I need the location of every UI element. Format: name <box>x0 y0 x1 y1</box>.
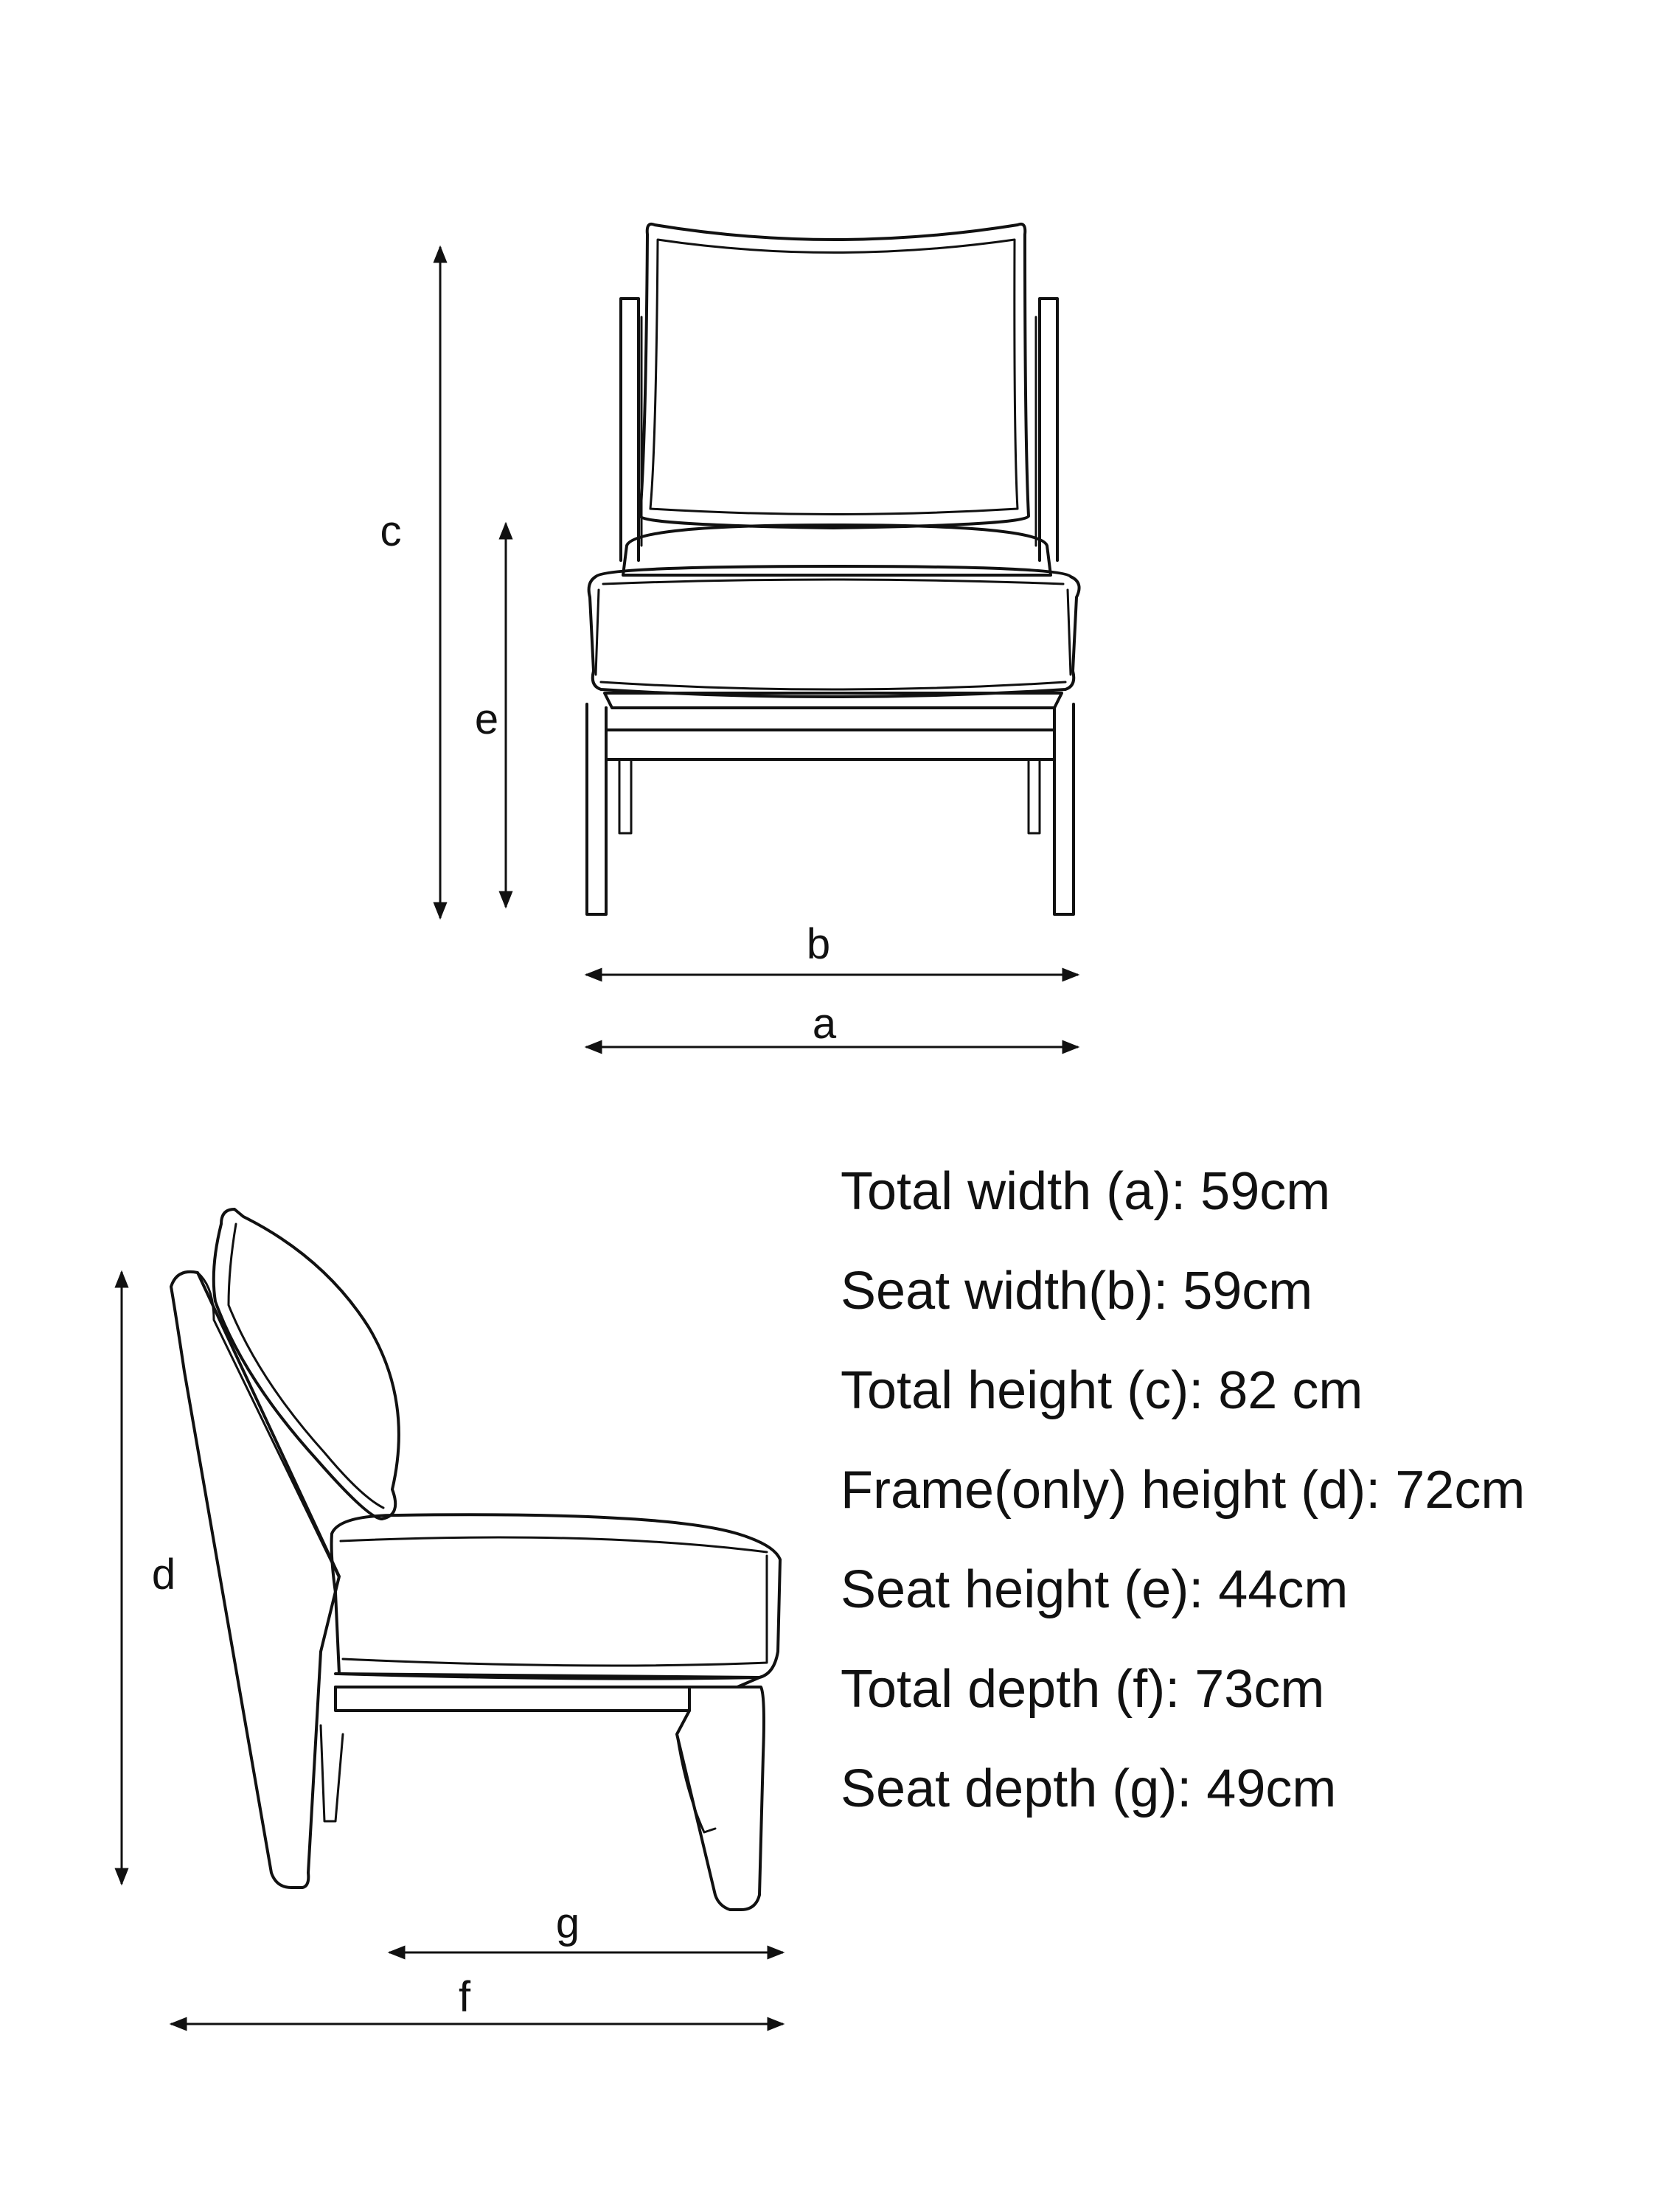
specification-list <box>841 1162 1637 1862</box>
spec-frame-height: Frame(only) height (d): 72cm <box>841 1461 1526 1520</box>
spec-total-width: Total width (a): 59cm <box>841 1162 1331 1221</box>
spec-seat-depth: Seat depth (g): 49cm <box>841 1759 1337 1818</box>
spec-seat-width: Seat width(b): 59cm <box>841 1262 1313 1321</box>
spec-total-depth: Total depth (f): 73cm <box>841 1660 1325 1719</box>
spec-total-height: Total height (c): 82 cm <box>841 1361 1363 1420</box>
dimension-label-c: c <box>380 507 402 555</box>
spec-seat-height: Seat height (e): 44cm <box>841 1560 1349 1619</box>
dimension-label-b: b <box>806 920 831 968</box>
dimension-label-g: g <box>555 1899 580 1947</box>
dimension-label-e: e <box>474 695 499 743</box>
dimension-label-f: f <box>458 1973 471 2021</box>
dimension-label-a: a <box>812 1000 837 1048</box>
side-view-chair <box>171 1209 780 1910</box>
front-view-chair <box>587 224 1079 914</box>
dimension-label-d: d <box>151 1551 176 1599</box>
